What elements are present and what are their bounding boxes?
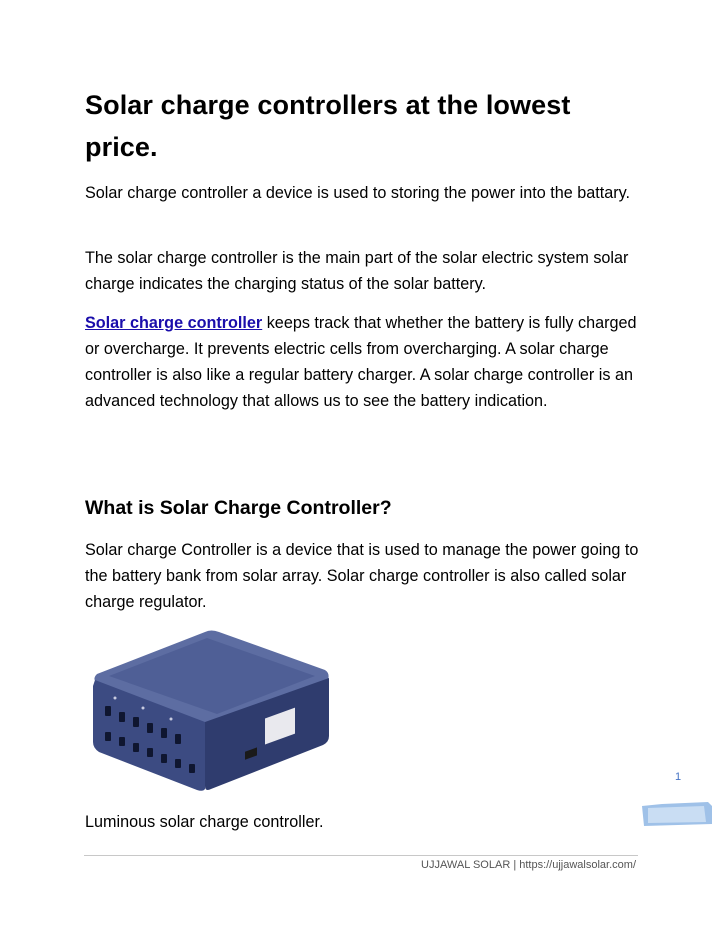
charge-controller-image (85, 624, 335, 794)
page-corner-tab (642, 802, 712, 826)
section-paragraph: Solar charge Controller is a device that is used to manage the power going to the battery bank from solar array. Solar charge controller is also called solar charge regulator. (85, 541, 639, 611)
section-heading: What is Solar Charge Controller? (85, 497, 392, 519)
page-number: 1 (675, 771, 682, 783)
controller-paragraph (85, 310, 645, 414)
footer-text: UJJAWAL SOLAR | https://ujjawalsolar.com/ (421, 859, 636, 871)
page-title: Solar charge controllers at the lowest price. (85, 90, 571, 162)
solar-charge-controller-link[interactable]: Solar charge controller (85, 314, 263, 332)
footer-divider (84, 855, 638, 856)
system-paragraph: The solar charge controller is the main part of the solar electric system solar charge indicates the charging status of the solar battery. (85, 249, 629, 293)
image-caption: Luminous solar charge controller. (85, 813, 324, 831)
controller-paragraph-text: keeps track that whether the battery is fully charged or overcharge. It prevents electric cells from overcharging. A solar charge controller is also like a regular battery charger. A solar charge controller is an advanced technology that allows us to see the battery indication. (85, 314, 637, 410)
intro-paragraph: Solar charge controller a device is used to storing the power into the battary. (85, 184, 630, 202)
